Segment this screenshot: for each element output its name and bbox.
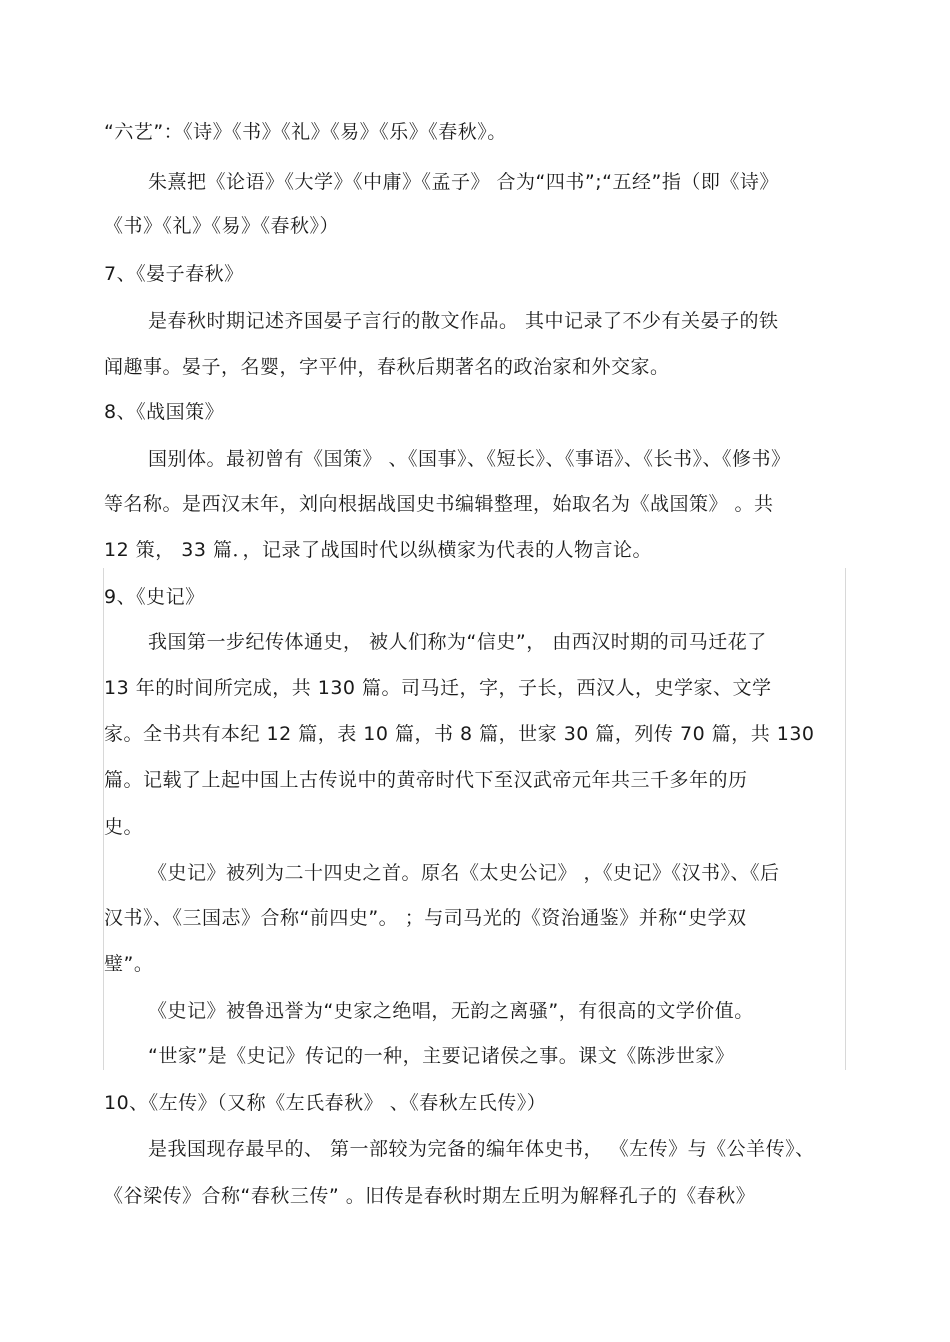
text-line-shiji-10: “世家”是《史记》传记的一种，主要记诸侯之事。课文《陈涉世家》 xyxy=(148,1045,735,1067)
heading-yanzi-chunqiu: 7、《晏子春秋》 xyxy=(104,263,244,285)
text-line-wujing: 《书》《礼》《易》《春秋》） xyxy=(104,215,340,237)
text-line-shiji-7: 汉书》、《三国志》合称“前四史”。 ；与司马光的《资治通鉴》并称“史学双 xyxy=(104,907,747,929)
text-line-liuyi: “六艺”：《诗》《书》《礼》《易》《乐》《春秋》。 xyxy=(104,121,507,143)
text-line-yanzi-1: 是春秋时期记述齐国晏子言行的散文作品。 其中记录了不少有关晏子的铁 xyxy=(148,310,779,332)
text-line-yanzi-2: 闻趣事。晏子，名婴，字平仲，春秋后期著名的政治家和外交家。 xyxy=(104,356,670,378)
text-line-zhanguoce-1: 国别体。最初曾有《国策》 、《国事》、《短长》、《事语》、《长书》、《修书》 xyxy=(148,448,791,470)
text-line-shiji-3: 家。全书共有本纪 12 篇，表 10 篇，书 8 篇，世家 30 篇，列传 70 篇，共 130 xyxy=(104,723,815,745)
text-line-shiji-9: 《史记》被鲁迅誉为“史家之绝唱，无韵之离骚”，有很高的文学价值。 xyxy=(148,1000,754,1022)
text-line-shiji-6: 《史记》被列为二十四史之首。原名《太史公记》 ，《史记》《汉书》、《后 xyxy=(148,862,780,884)
heading-shiji: 9、《史记》 xyxy=(104,586,205,608)
right-margin-rule xyxy=(845,568,846,1070)
text-line-shiji-4: 篇。记载了上起中国上古传说中的黄帝时代下至汉武帝元年共三千多年的历 xyxy=(104,769,748,791)
text-line-sishu: 朱熹把《论语》《大学》《中庸》《孟子》 合为“四书”;“五经”指（即《诗》 xyxy=(148,171,779,193)
text-line-shiji-1: 我国第一步纪传体通史， 被人们称为“信史”， 由西汉时期的司马迁花了 xyxy=(148,631,767,653)
text-line-shiji-8: 璧”。 xyxy=(104,953,154,975)
text-line-shiji-5: 史。 xyxy=(104,816,144,838)
text-line-zhanguoce-3: 12 策， 33 篇．，记录了战国时代以纵横家为代表的人物言论。 xyxy=(104,539,652,561)
text-line-shiji-2: 13 年的时间所完成，共 130 篇。司马迁，字，子长，西汉人，史学家、文学 xyxy=(104,677,772,699)
heading-zhanguoce: 8、《战国策》 xyxy=(104,401,225,423)
text-line-zuozhuan-2: 《谷梁传》合称“春秋三传” 。旧传是春秋时期左丘明为解释孔子的《春秋》 xyxy=(104,1185,756,1207)
heading-zuozhuan: 10、《左传》（又称《左氏春秋》 、《春秋左氏传》） xyxy=(104,1092,547,1114)
text-line-zuozhuan-1: 是我国现存最早的、 第一部较为完备的编年体史书， 《左传》与《公羊传》、 xyxy=(148,1138,815,1160)
text-line-zhanguoce-2: 等名称。是西汉末年，刘向根据战国史书编辑整理，始取名为《战国策》 。共 xyxy=(104,493,774,515)
